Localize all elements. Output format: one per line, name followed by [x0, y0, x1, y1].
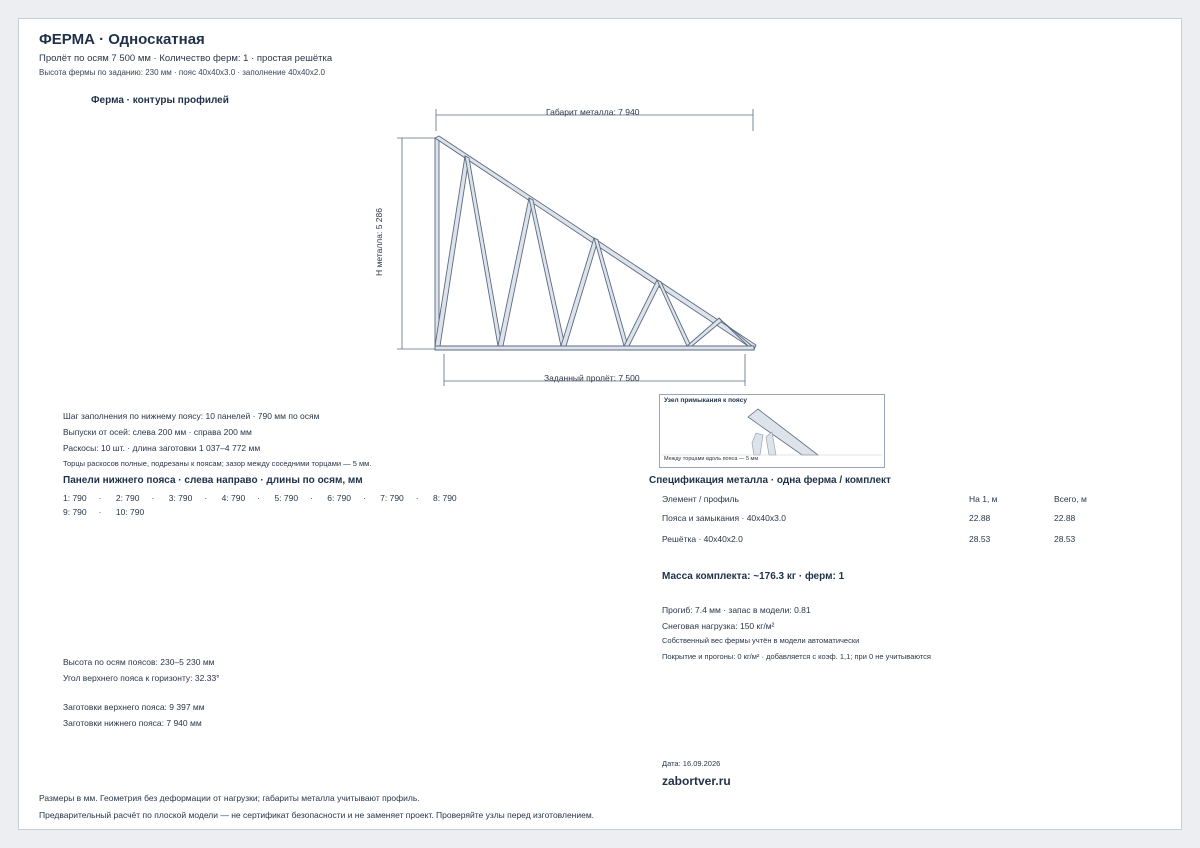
- panel-length-6: 6: 790: [327, 493, 351, 503]
- panel-length-8: 8: 790: [433, 493, 457, 503]
- truss-drawing: [19, 19, 1183, 419]
- footer-note-disclaimer: Предварительный расчёт по плоской модели — не сертификат безопасности и не заменяет проект. Проверяйте узлы перед изготовлением.: [39, 810, 595, 820]
- page-title: ФЕРМА · Односкатная: [39, 31, 205, 48]
- spec-header-per-one: На 1, м: [969, 494, 998, 504]
- truss-profiles: [435, 136, 756, 350]
- panel-separator: ·: [98, 493, 102, 503]
- panel-separator: ·: [362, 493, 366, 503]
- node-detail-inset: [659, 394, 885, 468]
- spec-row-web-total: 28.53: [1054, 534, 1076, 544]
- page-subtitle-details: Высота фермы по заданию: 230 мм · пояс 40x40x3.0 · заполнение 40x40x2.0: [39, 68, 325, 77]
- spec-row-chords-total: 22.88: [1054, 513, 1076, 523]
- node-detail-caption: Между торцами вдоль пояса — 5 мм: [664, 456, 759, 462]
- drawing-section-title: Ферма · контуры профилей: [91, 95, 229, 106]
- panel-separator: ·: [310, 493, 313, 503]
- spec-row-chords-per-one: 22.88: [969, 513, 991, 523]
- panels-row-1: [63, 493, 469, 503]
- panel-length-9: 9: 790: [63, 507, 87, 517]
- panel-separator: ·: [257, 493, 261, 503]
- node-web-left: [752, 433, 763, 455]
- kit-mass: Масса комплекта: ~176.3 кг · ферм: 1: [662, 571, 845, 582]
- brand-name: zabortver.ru: [662, 774, 731, 788]
- web-diagonal-5: [561, 238, 598, 346]
- spec-header-element: Элемент / профиль: [662, 494, 739, 504]
- web-diagonal-8: [657, 280, 691, 346]
- web-diagonal-2: [465, 156, 502, 346]
- dim-label-metal-height: Н металла: 5 286: [373, 208, 384, 276]
- panel-separator: ·: [204, 493, 208, 503]
- panel-separator: ·: [415, 493, 419, 503]
- dim-label-span: Заданный пролёт: 7 500: [544, 373, 640, 383]
- web-diagonal-10: [719, 318, 752, 346]
- load-deflection: Прогиб: 7.4 мм · запас в модели: 0.81: [662, 605, 811, 615]
- panel-length-7: 7: 790: [380, 493, 404, 503]
- panel-separator: ·: [151, 493, 155, 503]
- panels-row-2: [63, 507, 156, 517]
- panel-length-3: 3: 790: [168, 493, 193, 503]
- document-date: Дата: 16.09.2026: [662, 759, 721, 768]
- panel-length-2: 2: 790: [115, 493, 140, 503]
- bottom-chord: [435, 346, 754, 350]
- node-detail-title: Узел примыкания к поясу: [664, 397, 747, 404]
- panel-length-5: 5: 790: [274, 493, 299, 503]
- panel-length-10: 10: 790: [115, 507, 145, 517]
- spec-title: Спецификация металла · одна ферма / комплект: [649, 475, 891, 486]
- web-diagonal-1: [435, 156, 469, 346]
- panel-length-1: 1: 790: [63, 493, 87, 503]
- panels-title: Панели нижнего пояса · слева направо · длины по осям, мм: [63, 475, 363, 486]
- footer-note-dimensions: Размеры в мм. Геометрия без деформации от нагрузки; габариты металла учитывают профиль.: [39, 793, 420, 803]
- drawing-sheet: [18, 18, 1182, 830]
- dim-label-metal-width: Габарит металла: 7 940: [546, 107, 640, 117]
- info-diagonals: Раскосы: 10 шт. · длина заготовки 1 037–4 772 мм: [63, 443, 261, 453]
- load-snow: Снеговая нагрузка: 150 кг/м²: [662, 621, 775, 631]
- page-subtitle: Пролёт по осям 7 500 мм · Количество ферм: 1 · простая решётка: [39, 53, 333, 64]
- spec-row-web-name: Решётка · 40x40x2.0: [662, 534, 743, 544]
- load-roofing: Покрытие и прогоны: 0 кг/м² · добавляется с коэф. 1,1; при 0 не учитываются: [662, 652, 931, 661]
- spec-header-total: Всего, м: [1054, 494, 1087, 504]
- left-post: [435, 138, 439, 349]
- web-diagonal-7: [624, 280, 661, 346]
- spec-row-web-per-one: 28.53: [969, 534, 991, 544]
- geometry-heights: Высота по осям поясов: 230–5 230 мм: [63, 657, 215, 667]
- spec-row-chords-name: Пояса и замыкания · 40x40x3.0: [662, 513, 786, 523]
- web-diagonal-9: [687, 318, 722, 346]
- load-self-weight: Собственный вес фермы учтён в модели автоматически: [662, 636, 860, 645]
- geometry-bottom-blanks: Заготовки нижнего пояса: 7 940 мм: [63, 718, 202, 728]
- geometry-angle: Угол верхнего пояса к горизонту: 32.33°: [63, 673, 220, 683]
- geometry-top-blanks: Заготовки верхнего пояса: 9 397 мм: [63, 702, 205, 712]
- info-fill-step: Шаг заполнения по нижнему поясу: 10 панелей · 790 мм по осям: [63, 411, 320, 421]
- panel-separator: ·: [98, 507, 102, 517]
- web-diagonal-3: [498, 198, 533, 346]
- panel-length-4: 4: 790: [221, 493, 246, 503]
- info-overhangs: Выпуски от осей: слева 200 мм · справа 200 мм: [63, 427, 252, 437]
- info-diagonal-ends: Торцы раскосов полные, подрезаны к поясам; зазор между соседними торцами — 5 мм.: [63, 459, 372, 468]
